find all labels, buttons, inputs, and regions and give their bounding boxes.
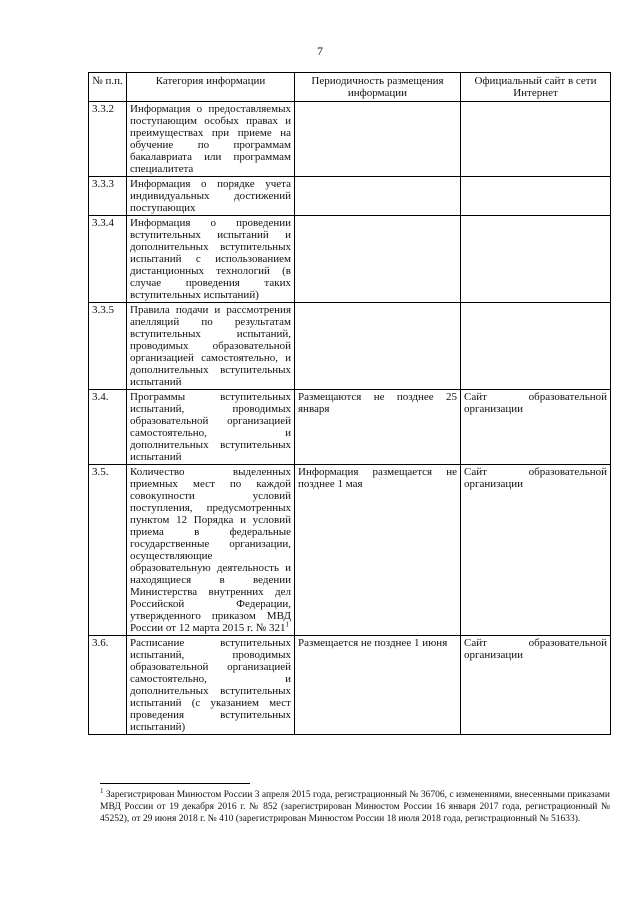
- header-category: Категория информации: [127, 73, 295, 102]
- table-row: [89, 177, 611, 216]
- table-row: [89, 465, 611, 636]
- row-num: 3.3.4: [89, 216, 127, 303]
- row-period: Размещаются не позднее 25 января: [295, 390, 461, 465]
- page-number: 7: [317, 44, 323, 58]
- header-period: Периодичность размещения информации: [295, 73, 461, 102]
- row-category: Правила подачи и рассмотрения апелляций по результатам вступительных испытаний, проводимых образовательной организацией самостоятельно, и дополнительных вступительных испытаний: [127, 303, 295, 390]
- footnote-mark: 1: [100, 786, 104, 795]
- table-header-row: [89, 73, 611, 102]
- footnote-text: Зарегистрирован Минюстом России 3 апреля 2015 года, регистрационный № 36706, с изменениями, внесенными приказами МВД России от 19 декабря 2016 г. № 852 (зарегистрирован Минюстом России 16 января 2017 года, регистрационный № 45252), от 29 июня 2018 г. № 410 (зарегистрирован Минюстом России 18 июля 2018 года, регистрационный № 51633).: [100, 790, 611, 824]
- footnote-divider: [100, 783, 250, 784]
- row-category: Информация о предоставляемых поступающим особых правах и преимуществах при приеме на обучение по программам бакалавриата или программам специалитета: [127, 102, 295, 177]
- row-period: [295, 102, 461, 177]
- row-site: Сайт образовательной организации: [461, 390, 611, 465]
- table-row: [89, 390, 611, 465]
- header-num: № п.п.: [89, 73, 127, 102]
- table-row: [89, 303, 611, 390]
- table-row: [89, 216, 611, 303]
- row-site: [461, 177, 611, 216]
- row-site: [461, 303, 611, 390]
- row-num: 3.3.2: [89, 102, 127, 177]
- row-period: [295, 303, 461, 390]
- row-period: [295, 177, 461, 216]
- row-site: [461, 216, 611, 303]
- footnote: [100, 786, 611, 825]
- row-num: 3.5.: [89, 465, 127, 636]
- info-table: [88, 72, 611, 735]
- row-category: Программы вступительных испытаний, проводимых образовательной организацией самостоятельно, и дополнительных вступительных испытаний: [127, 390, 295, 465]
- row-period: Информация размещается не позднее 1 мая: [295, 465, 461, 636]
- footnote-ref: 1: [285, 620, 290, 629]
- header-site: Официальный сайт в сети Интернет: [461, 73, 611, 102]
- row-period: Размещается не позднее 1 июня: [295, 636, 461, 735]
- row-category: Расписание вступительных испытаний, проводимых образовательной организацией самостоятельно, и дополнительных вступительных испытаний (с указанием мест проведения вступительных испытаний): [127, 636, 295, 735]
- row-num: 3.6.: [89, 636, 127, 735]
- table-row: [89, 636, 611, 735]
- row-num: 3.3.5: [89, 303, 127, 390]
- row-category: Информация о проведении вступительных испытаний и дополнительных вступительных испытаний с использованием дистанционных технологий (в случае проведения таких вступительных испытаний): [127, 216, 295, 303]
- row-site: Сайт образовательной организации: [461, 465, 611, 636]
- row-category: [127, 465, 295, 636]
- row-period: [295, 216, 461, 303]
- row-site: Сайт образовательной организации: [461, 636, 611, 735]
- row-site: [461, 102, 611, 177]
- table-row: [89, 102, 611, 177]
- row-num: 3.4.: [89, 390, 127, 465]
- row-category: Информация о порядке учета индивидуальных достижений поступающих: [127, 177, 295, 216]
- row-num: 3.3.3: [89, 177, 127, 216]
- row-category-text: Количество выделенных приемных мест по каждой совокупности условий поступления, предусмотренных пунктом 12 Порядка и условий приема в федеральные государственные организации, осуществляющие образовательную деятельность и находящиеся в ведении Министерства внутренних дел Российской Федерации, утвержденного приказом МВД России от 12 марта 2015 г. № 321: [130, 466, 291, 634]
